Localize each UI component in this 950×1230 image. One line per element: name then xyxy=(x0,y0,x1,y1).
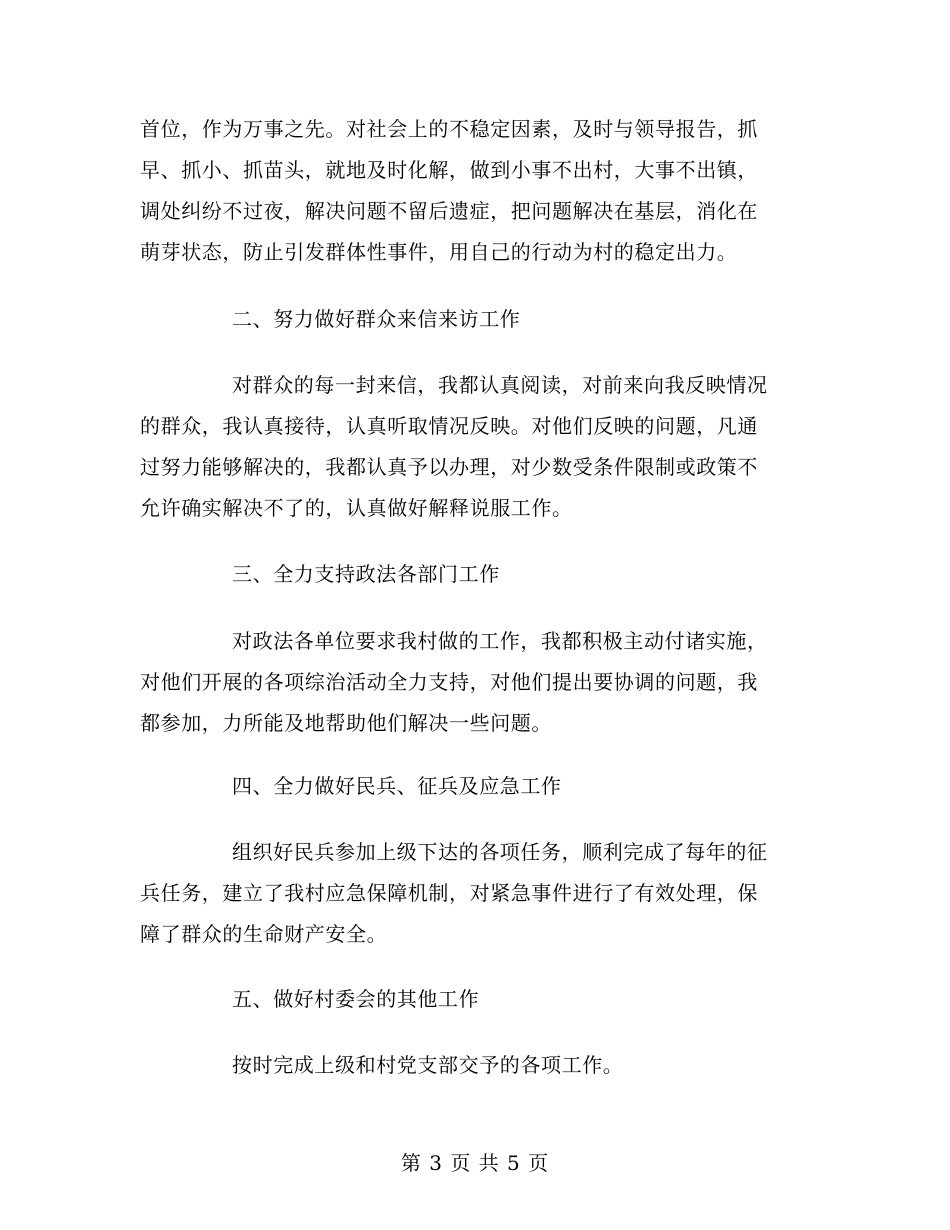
page-number-footer: 第 3 页 共 5 页 xyxy=(400,1151,550,1175)
paragraph-line: 对群众的每一封来信，我都认真阅读，对前来向我反映情况 xyxy=(232,373,768,397)
paragraph-line: 按时完成上级和村党支部交予的各项工作。 xyxy=(232,1053,624,1077)
section-heading: 二、努力做好群众来信来访工作 xyxy=(232,307,521,331)
paragraph-line: 过努力能够解决的，我都认真予以办理，对少数受条件限制或政策不 xyxy=(140,455,758,479)
section-heading: 五、做好村委会的其他工作 xyxy=(232,987,480,1011)
section-heading: 三、全力支持政法各部门工作 xyxy=(232,562,500,586)
paragraph-line: 允许确实解决不了的，认真做好解释说服工作。 xyxy=(140,496,573,520)
paragraph-line: 对政法各单位要求我村做的工作，我都积极主动付诸实施， xyxy=(232,629,768,653)
section-heading: 四、全力做好民兵、征兵及应急工作 xyxy=(232,774,562,798)
paragraph-line: 兵任务，建立了我村应急保障机制，对紧急事件进行了有效处理，保 xyxy=(140,881,758,905)
paragraph-line: 都参加，力所能及地帮助他们解决一些问题。 xyxy=(140,711,552,735)
paragraph-line: 早、抓小、抓苗头，就地及时化解，做到小事不出村，大事不出镇， xyxy=(140,158,758,182)
paragraph-line: 障了群众的生命财产安全。 xyxy=(140,922,388,946)
paragraph-line: 的群众，我认真接待，认真听取情况反映。对他们反映的问题，凡通 xyxy=(140,414,758,438)
paragraph-line: 调处纠纷不过夜，解决问题不留后遗症，把问题解决在基层，消化在 xyxy=(140,199,758,223)
paragraph-line: 萌芽状态，防止引发群体性事件，用自己的行动为村的稳定出力。 xyxy=(140,240,738,264)
paragraph-line: 组织好民兵参加上级下达的各项任务，顺利完成了每年的征 xyxy=(232,840,768,864)
paragraph-line: 首位，作为万事之先。对社会上的不稳定因素，及时与领导报告，抓 xyxy=(140,117,758,141)
paragraph-line: 对他们开展的各项综治活动全力支持，对他们提出要协调的问题，我 xyxy=(140,670,758,694)
